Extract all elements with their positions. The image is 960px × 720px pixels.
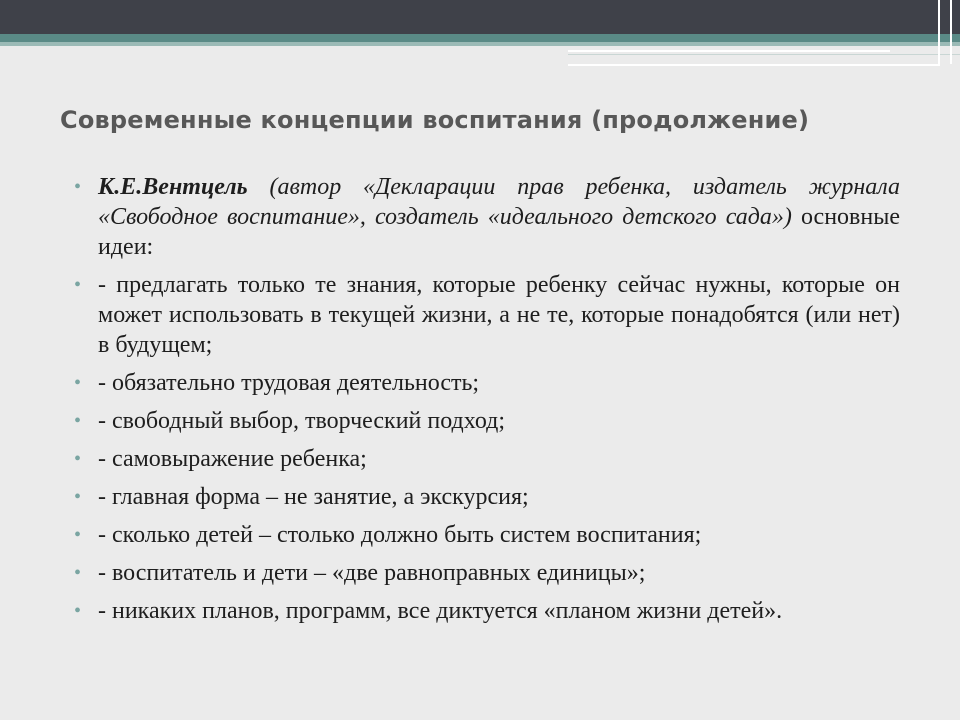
list-item — [70, 482, 900, 512]
item-text: - главная форма – не занятие, а экскурсия; — [98, 484, 529, 510]
bullet-icon: • — [74, 600, 82, 622]
list-item — [70, 172, 900, 262]
corner-bracket — [938, 0, 952, 64]
author-name: К.Е.Вентцель — [98, 174, 248, 200]
top-banner — [0, 0, 960, 34]
bullet-icon: • — [74, 410, 82, 432]
item-text: - воспитатель и дети – «две равноправных единицы»; — [98, 560, 646, 586]
list-item — [70, 596, 900, 626]
list-item — [70, 520, 900, 550]
bullet-icon: • — [74, 524, 82, 546]
bullet-icon: • — [74, 562, 82, 584]
accent-line — [568, 54, 960, 55]
bullet-list — [70, 172, 900, 634]
bullet-icon: • — [74, 372, 82, 394]
light-band — [0, 42, 960, 46]
item-text: - свободный выбор, творческий подход; — [98, 408, 506, 434]
slide-title: Современные концепции воспитания (продолжение) — [60, 106, 810, 134]
bullet-icon: • — [74, 176, 82, 198]
author-note: (автор «Декларации прав ребенка, издатель журнала «Свободное воспитание», создатель «идеального детского сада») — [98, 174, 900, 230]
list-item — [70, 558, 900, 588]
list-item — [70, 444, 900, 474]
item-text: основные идеи: — [98, 204, 900, 260]
bullet-icon: • — [74, 274, 82, 296]
item-text: - обязательно трудовая деятельность; — [98, 370, 480, 396]
item-text: - сколько детей – столько должно быть систем воспитания; — [98, 522, 702, 548]
item-text: - предлагать только те знания, которые ребенку сейчас нужны, которые он может использовать в текущей жизни, а не те, которые понадобятся (или нет) в будущем; — [98, 272, 900, 358]
item-text: - никаких планов, программ, все диктуется «планом жизни детей». — [98, 598, 783, 624]
list-item — [70, 270, 900, 360]
list-item — [70, 406, 900, 436]
item-text: - самовыражение ребенка; — [98, 446, 367, 472]
accent-line — [568, 64, 940, 66]
bullet-icon: • — [74, 448, 82, 470]
list-item — [70, 368, 900, 398]
bullet-icon: • — [74, 486, 82, 508]
accent-line — [568, 50, 890, 52]
teal-band — [0, 34, 960, 42]
